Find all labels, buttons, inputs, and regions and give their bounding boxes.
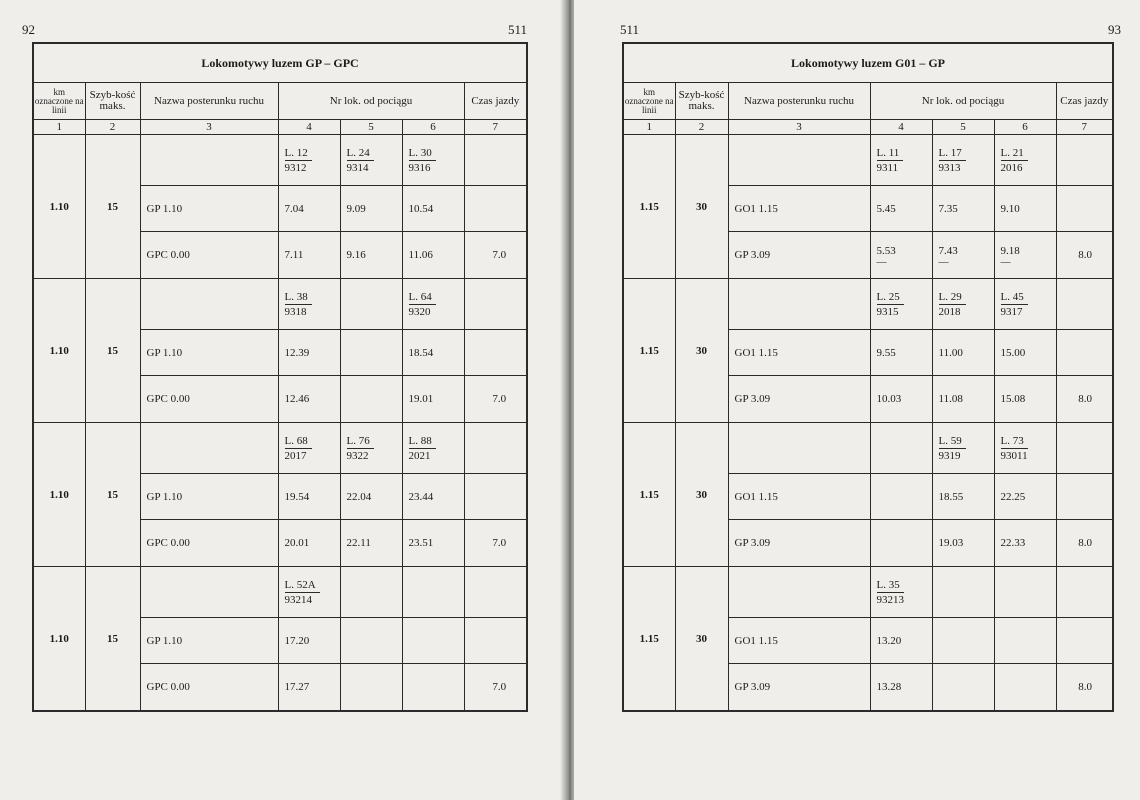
- table-row: [623, 135, 1113, 186]
- lok-label: L. 24: [347, 146, 374, 161]
- station-cell: GO1 1.15: [728, 330, 870, 376]
- time-cell: [278, 232, 340, 279]
- locomotive-number: [409, 290, 436, 319]
- time-cell: [278, 618, 340, 664]
- time-cell: [402, 186, 464, 232]
- table-row: [33, 567, 527, 618]
- travel-time-cell: 7.0: [464, 664, 527, 712]
- station-cell: [140, 567, 278, 618]
- section-number: 511: [508, 22, 528, 37]
- table-row: [623, 567, 1113, 618]
- time-cell: [340, 376, 402, 423]
- km-cell: 1.10: [33, 135, 85, 279]
- speed-cell: 15: [85, 423, 140, 567]
- km-cell: 1.15: [623, 279, 675, 423]
- lok-label: L. 64: [409, 290, 436, 305]
- station-cell: [140, 423, 278, 474]
- speed-cell: 15: [85, 567, 140, 712]
- travel-time-cell: 8.0: [1056, 664, 1113, 712]
- travel-time-cell: [1056, 474, 1113, 520]
- time-value: 5.45: [876, 202, 896, 215]
- station-cell: [728, 423, 870, 474]
- train-number: 93214: [284, 593, 312, 606]
- locomotive-cell: [932, 423, 994, 474]
- time-value: 15.00: [1000, 346, 1026, 359]
- train-number: 9316: [408, 161, 431, 174]
- header-station: Nazwa posterunku ruchu: [140, 83, 278, 120]
- train-number: 93213: [876, 593, 904, 606]
- time-value: 23.44: [408, 490, 434, 503]
- column-number: 5: [932, 120, 994, 135]
- locomotive-cell: [402, 567, 464, 618]
- time-value: 22.25: [1000, 490, 1026, 503]
- lok-label: L. 25: [877, 290, 904, 305]
- header-time: Czas jazdy: [1056, 83, 1113, 120]
- locomotive-number: [1001, 434, 1028, 463]
- speed-cell: 15: [85, 279, 140, 423]
- lok-label: L. 12: [285, 146, 312, 161]
- locomotive-cell: [994, 279, 1056, 330]
- table-row: [33, 279, 527, 330]
- train-number: 9319: [938, 449, 961, 462]
- locomotive-cell: [870, 567, 932, 618]
- station-cell: GPC 0.00: [140, 520, 278, 567]
- time-cell: [402, 664, 464, 712]
- lok-label: L. 30: [409, 146, 436, 161]
- time-cell: [340, 330, 402, 376]
- left-page: [0, 0, 566, 800]
- time-cell: [932, 232, 994, 279]
- train-number: 9322: [346, 449, 369, 462]
- locomotive-cell: [278, 567, 340, 618]
- station-cell: GO1 1.15: [728, 618, 870, 664]
- time-cell: [994, 520, 1056, 567]
- train-number: 2021: [408, 449, 431, 462]
- train-number: 9311: [876, 161, 899, 174]
- column-number: 1: [33, 120, 85, 135]
- station-cell: GP 3.09: [728, 520, 870, 567]
- time-cell: [870, 186, 932, 232]
- time-cell: [340, 520, 402, 567]
- travel-time-cell: 7.0: [464, 520, 527, 567]
- station-cell: GP 1.10: [140, 330, 278, 376]
- time-cell: [340, 186, 402, 232]
- station-cell: GP 1.10: [140, 186, 278, 232]
- lok-label: L. 35: [877, 578, 905, 593]
- time-cell: [932, 330, 994, 376]
- right-page: [574, 0, 1140, 800]
- locomotive-number: [285, 578, 320, 607]
- locomotive-cell: [340, 567, 402, 618]
- locomotive-cell: [278, 135, 340, 186]
- column-number: 6: [402, 120, 464, 135]
- time-cell: [340, 664, 402, 712]
- time-value: 18.54: [408, 346, 434, 359]
- time-cell: [464, 279, 527, 330]
- locomotive-number: [939, 290, 966, 319]
- lok-label: L. 68: [285, 434, 312, 449]
- time-value: 15.08: [1000, 393, 1026, 405]
- locomotive-cell: [932, 567, 994, 618]
- station-cell: GPC 0.00: [140, 232, 278, 279]
- time-cell: [870, 474, 932, 520]
- lok-label: L. 52A: [285, 578, 320, 593]
- time-value: 11.00: [938, 346, 963, 359]
- time-cell: [994, 664, 1056, 712]
- time-cell: [402, 618, 464, 664]
- time-value: 19.01: [408, 393, 434, 405]
- lok-label: L. 88: [409, 434, 436, 449]
- header-km: km oznaczone na linii: [33, 83, 85, 120]
- train-number: 9317: [1000, 305, 1023, 318]
- time-value: 11.08: [938, 393, 963, 405]
- table-row: [33, 423, 527, 474]
- speed-cell: 30: [675, 279, 728, 423]
- locomotive-number: [939, 146, 966, 175]
- travel-time-cell: [464, 186, 527, 232]
- time-cell: [278, 520, 340, 567]
- station-cell: [728, 567, 870, 618]
- time-cell: [994, 330, 1056, 376]
- km-cell: 1.15: [623, 423, 675, 567]
- time-value: 9.09: [346, 202, 366, 215]
- locomotive-cell: [870, 423, 932, 474]
- km-cell: 1.15: [623, 567, 675, 712]
- time-cell: [340, 474, 402, 520]
- header-speed: Szyb-kość maks.: [85, 83, 140, 120]
- column-number: 4: [870, 120, 932, 135]
- station-cell: [140, 135, 278, 186]
- lok-label: L. 17: [939, 146, 966, 161]
- station-cell: [140, 279, 278, 330]
- time-cell: [464, 567, 527, 618]
- locomotive-number: [347, 146, 374, 175]
- time-cell: [402, 330, 464, 376]
- time-value: 7.11: [284, 249, 304, 261]
- lok-label: L. 21: [1001, 146, 1028, 161]
- lok-label: L. 59: [939, 434, 966, 449]
- station-cell: GP 3.09: [728, 664, 870, 712]
- time-cell: [870, 618, 932, 664]
- locomotive-number: [1001, 146, 1028, 175]
- locomotive-cell: [994, 423, 1056, 474]
- time-value: 9.10: [1000, 202, 1020, 215]
- time-cell: [870, 232, 932, 279]
- speed-cell: 30: [675, 423, 728, 567]
- station-cell: [728, 279, 870, 330]
- time-cell: [932, 474, 994, 520]
- locomotive-number: [347, 434, 374, 463]
- locomotive-number: [877, 290, 904, 319]
- column-number: 4: [278, 120, 340, 135]
- train-number: 9312: [284, 161, 307, 174]
- locomotive-number: [285, 434, 312, 463]
- time-cell: [994, 376, 1056, 423]
- time-value: 17.27: [284, 681, 310, 693]
- column-number: 2: [85, 120, 140, 135]
- station-cell: GPC 0.00: [140, 376, 278, 423]
- time-value: 20.01: [284, 537, 310, 549]
- table-row: [623, 423, 1113, 474]
- time-value: 19.03: [938, 537, 964, 549]
- km-cell: 1.15: [623, 135, 675, 279]
- time-cell: [994, 232, 1056, 279]
- time-value: 23.51: [408, 537, 434, 549]
- speed-cell: 30: [675, 567, 728, 712]
- locomotive-cell: [340, 423, 402, 474]
- time-cell: [994, 474, 1056, 520]
- time-value: 19.54: [284, 490, 310, 503]
- station-cell: GP 3.09: [728, 376, 870, 423]
- station-cell: GPC 0.00: [140, 664, 278, 712]
- time-value: 7.04: [284, 202, 304, 215]
- train-number: 9313: [938, 161, 961, 174]
- locomotive-number: [409, 146, 436, 175]
- travel-time-cell: [1056, 618, 1113, 664]
- time-value: 12.39: [284, 346, 310, 359]
- time-cell: [1056, 279, 1113, 330]
- locomotive-cell: [870, 135, 932, 186]
- travel-time-cell: [464, 330, 527, 376]
- header-time: Czas jazdy: [464, 83, 527, 120]
- station-cell: GO1 1.15: [728, 186, 870, 232]
- header-lok: Nr lok. od pociągu: [278, 83, 464, 120]
- travel-time-cell: [464, 618, 527, 664]
- train-number: 2018: [938, 305, 961, 318]
- time-value: 12.46: [284, 393, 310, 405]
- locomotive-cell: [994, 567, 1056, 618]
- time-value: 22.04: [346, 490, 372, 503]
- time-value: 13.20: [876, 634, 902, 647]
- travel-time-cell: 7.0: [464, 232, 527, 279]
- locomotive-number: [285, 290, 312, 319]
- locomotive-number: [877, 578, 905, 607]
- time-cell: [402, 232, 464, 279]
- locomotive-cell: [278, 423, 340, 474]
- page-number: 93: [1108, 22, 1121, 37]
- header-speed: Szyb-kość maks.: [675, 83, 728, 120]
- km-cell: 1.10: [33, 279, 85, 423]
- time-value: 10.54: [408, 202, 434, 215]
- locomotive-cell: [278, 279, 340, 330]
- locomotive-cell: [402, 279, 464, 330]
- table-title: Lokomotywy luzem GP – GPC: [33, 43, 527, 83]
- time-value: 22.33: [1000, 537, 1026, 549]
- travel-time-cell: [1056, 330, 1113, 376]
- time-cell: [464, 135, 527, 186]
- column-number: 5: [340, 120, 402, 135]
- train-number: 9318: [284, 305, 307, 318]
- time-cell: [1056, 135, 1113, 186]
- time-cell: [870, 520, 932, 567]
- header-km: km oznaczone na linii: [623, 83, 675, 120]
- travel-time-cell: 7.0: [464, 376, 527, 423]
- locomotive-cell: [870, 279, 932, 330]
- dash-mark: —: [876, 256, 887, 268]
- timetable-right: [622, 42, 1114, 712]
- time-cell: [932, 186, 994, 232]
- train-number: 2016: [1000, 161, 1023, 174]
- speed-cell: 15: [85, 135, 140, 279]
- time-value: 7.43: [938, 244, 958, 257]
- time-cell: [1056, 423, 1113, 474]
- locomotive-cell: [932, 279, 994, 330]
- time-value: 11.06: [408, 249, 433, 261]
- station-cell: GP 3.09: [728, 232, 870, 279]
- locomotive-number: [939, 434, 966, 463]
- locomotive-cell: [340, 279, 402, 330]
- lok-label: L. 11: [877, 146, 904, 161]
- dash-mark: —: [1000, 256, 1011, 268]
- lok-label: L. 76: [347, 434, 374, 449]
- column-number: 3: [728, 120, 870, 135]
- time-cell: [932, 618, 994, 664]
- timetable-left: [32, 42, 528, 712]
- column-number: 1: [623, 120, 675, 135]
- travel-time-cell: [464, 474, 527, 520]
- km-cell: 1.10: [33, 567, 85, 712]
- time-cell: [870, 330, 932, 376]
- column-number: 2: [675, 120, 728, 135]
- lok-label: L. 45: [1001, 290, 1028, 305]
- time-cell: [870, 376, 932, 423]
- train-number: 93011: [1000, 449, 1028, 462]
- time-value: 9.55: [876, 346, 896, 359]
- time-value: 22.11: [346, 537, 371, 549]
- locomotive-number: [877, 146, 904, 175]
- train-number: 9320: [408, 305, 431, 318]
- locomotive-number: [409, 434, 436, 463]
- header-lok: Nr lok. od pociągu: [870, 83, 1056, 120]
- time-value: 18.55: [938, 490, 964, 503]
- train-number: 9314: [346, 161, 369, 174]
- km-cell: 1.10: [33, 423, 85, 567]
- time-cell: [402, 474, 464, 520]
- time-value: 17.20: [284, 634, 310, 647]
- time-cell: [278, 330, 340, 376]
- dash-mark: —: [938, 256, 949, 268]
- travel-time-cell: 8.0: [1056, 376, 1113, 423]
- locomotive-cell: [402, 423, 464, 474]
- time-cell: [278, 664, 340, 712]
- lok-label: L. 73: [1001, 434, 1028, 449]
- time-cell: [932, 664, 994, 712]
- locomotive-number: [285, 146, 312, 175]
- locomotive-cell: [932, 135, 994, 186]
- time-value: 13.28: [876, 681, 902, 693]
- time-value: 10.03: [876, 393, 902, 405]
- time-cell: [340, 618, 402, 664]
- time-cell: [340, 232, 402, 279]
- time-cell: [932, 520, 994, 567]
- time-cell: [402, 376, 464, 423]
- section-number: 511: [620, 22, 640, 37]
- column-number: 7: [464, 120, 527, 135]
- locomotive-cell: [340, 135, 402, 186]
- table-row: [623, 279, 1113, 330]
- station-cell: GP 1.10: [140, 618, 278, 664]
- station-cell: GP 1.10: [140, 474, 278, 520]
- time-value: 7.35: [938, 202, 958, 215]
- table-row: [33, 135, 527, 186]
- time-cell: [402, 520, 464, 567]
- time-cell: [278, 376, 340, 423]
- time-cell: [464, 423, 527, 474]
- speed-cell: 30: [675, 135, 728, 279]
- column-number: 7: [1056, 120, 1113, 135]
- time-value: 9.16: [346, 249, 366, 261]
- page-number: 92: [22, 22, 35, 37]
- time-cell: [278, 186, 340, 232]
- column-number: 3: [140, 120, 278, 135]
- train-number: 9315: [876, 305, 899, 318]
- table-title: Lokomotywy luzem G01 – GP: [623, 43, 1113, 83]
- locomotive-number: [1001, 290, 1028, 319]
- station-cell: GO1 1.15: [728, 474, 870, 520]
- time-value: 9.18: [1000, 244, 1020, 257]
- time-cell: [278, 474, 340, 520]
- time-cell: [994, 186, 1056, 232]
- time-cell: [1056, 567, 1113, 618]
- travel-time-cell: [1056, 186, 1113, 232]
- time-value: 5.53: [876, 244, 896, 257]
- time-cell: [932, 376, 994, 423]
- locomotive-cell: [994, 135, 1056, 186]
- column-number: 6: [994, 120, 1056, 135]
- locomotive-cell: [402, 135, 464, 186]
- header-station: Nazwa posterunku ruchu: [728, 83, 870, 120]
- travel-time-cell: 8.0: [1056, 232, 1113, 279]
- station-cell: [728, 135, 870, 186]
- train-number: 2017: [284, 449, 307, 462]
- lok-label: L. 29: [939, 290, 966, 305]
- time-cell: [870, 664, 932, 712]
- travel-time-cell: 8.0: [1056, 520, 1113, 567]
- time-cell: [994, 618, 1056, 664]
- lok-label: L. 38: [285, 290, 312, 305]
